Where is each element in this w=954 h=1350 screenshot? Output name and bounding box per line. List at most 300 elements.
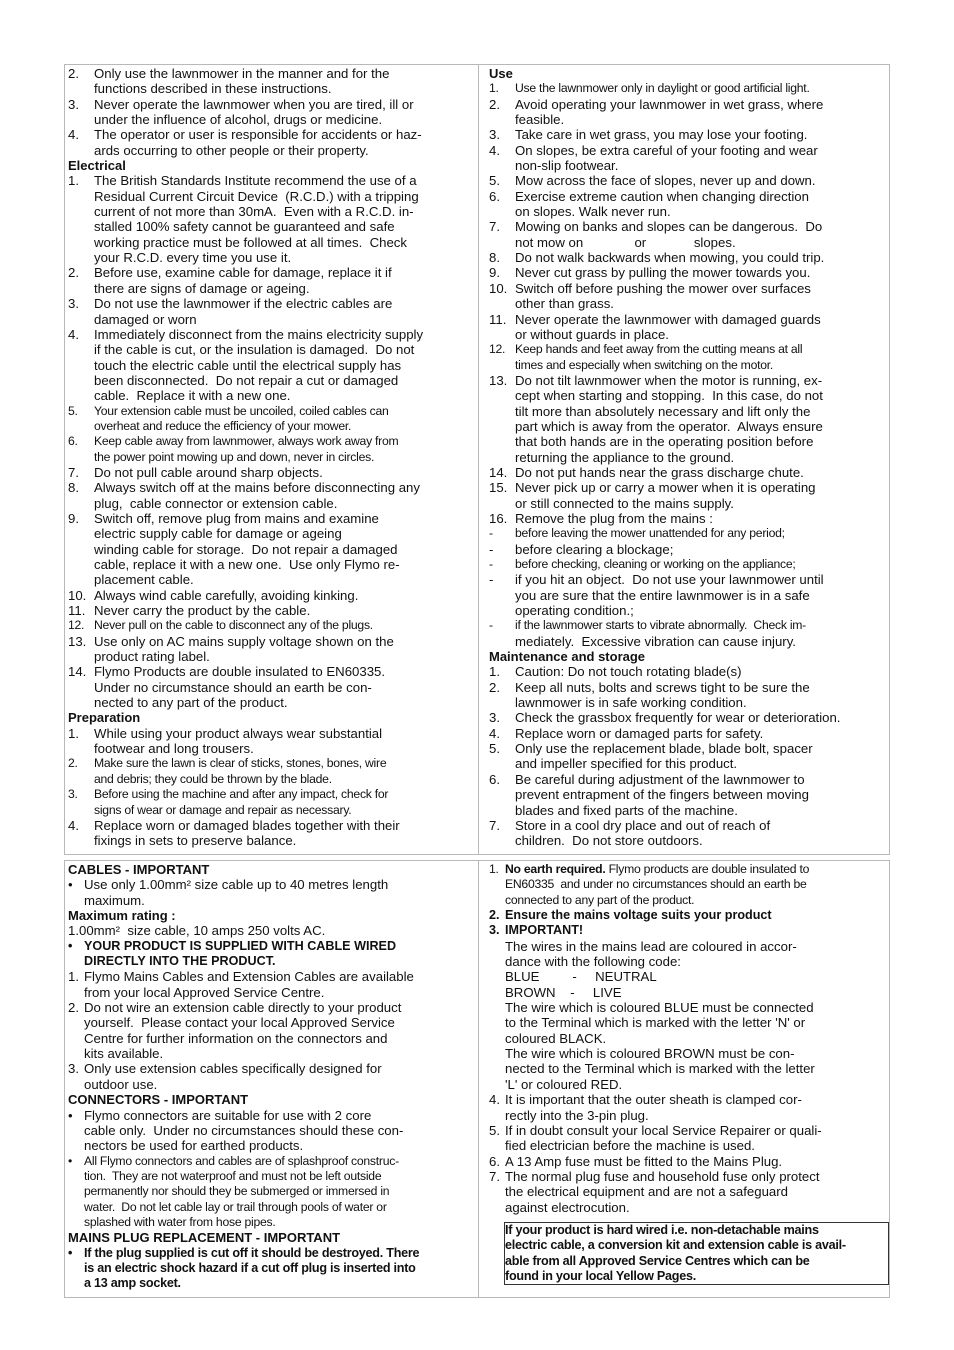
list-number: 10. <box>489 280 508 296</box>
list-number: 8. <box>489 250 500 266</box>
list-line <box>68 1246 468 1261</box>
list-number: 9. <box>489 265 500 281</box>
list-line <box>489 1077 887 1092</box>
list-text: IMPORTANT! <box>505 923 584 938</box>
list-text: YOUR PRODUCT IS SUPPLIED WITH CABLE WIRED <box>84 938 397 953</box>
list-text: Keep cable away from lawnmower, always work away from <box>94 434 399 449</box>
list-text: yourself. Please contact your local Approved Service <box>84 1015 395 1031</box>
list-text: fied electrician before the machine is used. <box>505 1138 755 1154</box>
section-heading: Electrical <box>68 158 126 174</box>
list-line <box>489 450 887 465</box>
list-line <box>489 818 887 833</box>
list-text: Use only 1.00mm² size cable up to 40 metres length <box>84 877 389 893</box>
list-line <box>68 772 468 787</box>
list-line <box>489 939 887 954</box>
list-text: Mow across the face of slopes, never up and down. <box>515 173 816 189</box>
list-line <box>489 81 887 96</box>
list-text: mediately. Excessive vibration can cause injury. <box>515 633 796 649</box>
list-line <box>489 542 887 557</box>
list-text: Use only on AC mains supply voltage shown on the <box>94 633 394 649</box>
list-line <box>68 235 468 250</box>
list-text: returning the appliance to the ground. <box>515 449 735 465</box>
list-text: is an electric shock hazard if a cut off plug is inserted into <box>84 1260 416 1275</box>
section-heading: Preparation <box>68 710 141 726</box>
list-line <box>68 1000 468 1015</box>
list-line <box>489 173 887 188</box>
list-text: from your local Approved Service Centre. <box>84 984 325 1000</box>
list-line <box>68 741 468 756</box>
list-text: your R.C.D. every time you use it. <box>94 250 292 266</box>
list-number: 10. <box>68 587 87 603</box>
list-line <box>68 893 468 908</box>
list-text: signs of wear or damage and repair as necessary. <box>94 802 352 817</box>
list-text: or without guards in place. <box>515 326 669 342</box>
list-text: Avoid operating your lawnmower in wet grass, where <box>515 96 824 112</box>
list-text: Mowing on banks and slopes can be dangerous. Do <box>515 219 823 235</box>
list-line <box>68 1108 468 1123</box>
list-line <box>489 235 887 250</box>
list-number: 1. <box>489 81 499 96</box>
list-line <box>489 1154 887 1169</box>
list-line <box>68 1046 468 1061</box>
list-text: fixings in sets to preserve balance. <box>94 833 297 849</box>
list-line <box>68 649 468 664</box>
list-number: • <box>68 1107 73 1123</box>
list-number: 9. <box>68 510 79 526</box>
list-line <box>489 557 887 572</box>
list-line <box>489 1200 887 1215</box>
list-text: prevent entrapment of the fingers between moving <box>515 787 809 803</box>
list-number: 2. <box>68 66 79 81</box>
list-line <box>68 1061 468 1076</box>
list-line <box>68 373 468 388</box>
list-line <box>489 281 887 296</box>
list-number: • <box>68 1245 73 1260</box>
list-text: The operator or user is responsible for accidents or haz- <box>94 127 422 143</box>
list-number: - <box>489 572 494 588</box>
list-text: Never cut grass by pulling the mower towards you. <box>515 265 811 281</box>
list-number: 6. <box>489 188 500 204</box>
list-text: operating condition.; <box>515 603 634 619</box>
list-line <box>68 112 468 127</box>
list-text: there are signs of damage or ageing. <box>94 280 310 296</box>
list-text: If the plug supplied is cut off it should be destroyed. There <box>84 1245 420 1260</box>
list-text: Do not wire an extension cable directly to your product <box>84 1000 402 1016</box>
list-line <box>489 327 887 342</box>
list-line <box>68 954 468 969</box>
list-number: - <box>489 526 493 541</box>
list-line <box>489 1138 887 1153</box>
list-line <box>68 985 468 1000</box>
list-line <box>68 312 468 327</box>
list-number: 13. <box>68 633 87 649</box>
list-text: Centre for further information on the connectors and <box>84 1030 388 1046</box>
list-number: 6. <box>489 771 500 787</box>
list-line <box>489 480 887 495</box>
list-text: All Flymo connectors and cables are of splashproof construc- <box>84 1153 399 1168</box>
list-text: Store in a cool dry place and out of reach of <box>515 817 771 833</box>
list-text: Do not walk backwards when mowing, you could trip. <box>515 250 825 266</box>
list-text: Do not put hands near the grass discharge chute. <box>515 464 804 480</box>
list-line <box>68 1200 468 1215</box>
list-line <box>489 1108 887 1123</box>
list-text: Use the lawnmower only in daylight or good artificial light. <box>515 81 810 96</box>
list-text: Your extension cable must be uncoiled, coiled cables can <box>94 403 389 418</box>
list-text: dance with the following code: <box>505 954 681 970</box>
list-number: 4. <box>489 725 500 741</box>
list-text <box>505 862 809 877</box>
list-line <box>68 1123 468 1138</box>
section-heading: Maximum rating : <box>68 908 176 924</box>
list-text: times and especially when switching on the motor. <box>515 357 774 372</box>
list-text: Only use extension cables specifically designed for <box>84 1061 382 1077</box>
list-line <box>489 112 887 127</box>
list-text: Do not use the lawnmower if the electric cables are <box>94 296 393 312</box>
list-line <box>489 189 887 204</box>
list-number: 14. <box>68 664 87 680</box>
list-line <box>68 419 468 434</box>
list-text: working practice must be followed at all times. Check <box>94 234 407 250</box>
list-line <box>489 588 887 603</box>
list-text: you are sure that the entire lawnmower is in a safe <box>515 587 810 603</box>
list-text: under the influence of alcohol, drugs or medicine. <box>94 112 383 128</box>
list-text: electric supply cable for damage or ageing <box>94 526 342 542</box>
list-text: Before using the machine and after any impact, check for <box>94 787 389 802</box>
list-text: If in doubt consult your local Service Repairer or quali- <box>505 1122 822 1138</box>
list-text: Before use, examine cable for damage, replace it if <box>94 265 392 281</box>
list-text: The British Standards Institute recommend the use of a <box>94 173 417 189</box>
list-text: been disconnected. Do not repair a cut or damaged <box>94 372 399 388</box>
list-number: 3. <box>489 710 500 726</box>
list-line <box>68 526 468 541</box>
list-line <box>489 496 887 511</box>
list-text: BROWN - LIVE <box>505 984 622 1000</box>
list-number: 7. <box>489 219 500 235</box>
list-line <box>68 358 468 373</box>
list-text: a 13 amp socket. <box>84 1276 181 1291</box>
list-text: feasible. <box>515 112 565 128</box>
list-text: rectly into the 3-pin plug. <box>505 1107 649 1123</box>
list-line <box>489 803 887 818</box>
list-line <box>489 358 887 373</box>
list-line <box>68 81 468 96</box>
list-text: nected to any part of the product. <box>94 695 288 711</box>
list-text: nected to the Terminal which is marked with the letter <box>505 1061 815 1077</box>
list-line <box>68 465 468 480</box>
list-line <box>68 327 468 342</box>
list-text: Do not pull cable around sharp objects. <box>94 464 323 480</box>
list-number: 2. <box>68 756 78 771</box>
list-line <box>68 1031 468 1046</box>
list-text: Switch off, remove plug from mains and examine <box>94 510 379 526</box>
list-text: Never operate the lawnmower when you are tired, ill or <box>94 96 414 112</box>
list-line <box>489 434 887 449</box>
list-text: Flymo Products are double insulated to EN60335. <box>94 664 386 680</box>
list-number: 4. <box>68 326 79 342</box>
list-text: Replace worn or damaged parts for safety. <box>515 725 764 741</box>
list-text: product rating label. <box>94 649 210 665</box>
list-number: 1. <box>489 862 499 876</box>
bold-lead: No earth required. <box>505 862 606 876</box>
list-text: blades and fixed parts of the machine. <box>515 802 738 818</box>
list-text: before checking, cleaning or working on the appliance; <box>515 557 796 571</box>
list-line <box>489 741 887 756</box>
list-line <box>489 526 887 541</box>
list-line <box>68 265 468 280</box>
list-line <box>68 695 468 710</box>
list-text: before leaving the mower unattended for any period; <box>515 526 785 541</box>
list-line <box>68 173 468 188</box>
list-text: non-slip footwear. <box>515 158 619 174</box>
list-number: 4. <box>68 817 79 833</box>
list-number: 2. <box>489 679 500 695</box>
list-line <box>489 265 887 280</box>
list-line <box>489 97 887 112</box>
list-text: cable, replace it with a new one. Use only Flymo re- <box>94 557 400 572</box>
note-line: found in your local Yellow Pages. <box>505 1269 696 1284</box>
list-text: Never operate the lawnmower with damaged guards <box>515 311 821 327</box>
list-text: lawnmower is in safe working condition. <box>515 695 747 711</box>
list-text: and debris; they could be thrown by the blade. <box>94 771 332 786</box>
list-line <box>489 342 887 357</box>
list-line <box>489 695 887 710</box>
list-text: Flymo connectors are suitable for use with 2 core <box>84 1107 372 1123</box>
list-line <box>68 803 468 818</box>
list-line <box>68 923 468 938</box>
list-text: Remove the plug from the mains : <box>515 510 713 526</box>
list-line <box>68 342 468 357</box>
list-line <box>489 219 887 234</box>
list-line <box>68 1015 468 1030</box>
list-line <box>68 404 468 419</box>
list-text: stalled 100% safety cannot be guaranteed and safe <box>94 219 395 235</box>
list-line <box>68 434 468 449</box>
list-line <box>68 219 468 234</box>
list-text: cable only. Under no circumstances should these con- <box>84 1122 404 1138</box>
list-line <box>489 710 887 725</box>
list-text: tilt more than absolutely necessary and lift only the <box>515 403 811 419</box>
list-number: 4. <box>489 1092 500 1108</box>
section-heading: Maintenance and storage <box>489 649 646 665</box>
list-text: Exercise extreme caution when changing direction <box>515 188 809 204</box>
list-line <box>489 1092 887 1107</box>
list-text-rest: Flymo products are double insulated to <box>605 862 810 876</box>
list-text: Do not tilt lawnmower when the motor is running, ex- <box>515 372 823 388</box>
list-number: 1. <box>489 664 500 680</box>
list-text: or still connected to the mains supply. <box>515 495 734 511</box>
column-left-cables-connectors <box>68 861 468 1292</box>
list-text: placement cable. <box>94 572 194 588</box>
list-text: Ensure the mains voltage suits your product <box>505 908 772 923</box>
list-text: 'L' or coloured RED. <box>505 1076 623 1092</box>
list-line <box>489 1123 887 1138</box>
list-line <box>489 1031 887 1046</box>
section-heading: Use <box>489 66 513 81</box>
column-right-mains-plug <box>489 861 887 1284</box>
list-line <box>68 189 468 204</box>
list-text: overheat and reduce the efficiency of your mower. <box>94 418 352 433</box>
list-text: if the lawnmower starts to vibrate abnormally. Check im- <box>515 618 806 633</box>
list-line <box>68 496 468 511</box>
list-line <box>489 985 887 1000</box>
list-line <box>489 250 887 265</box>
list-line <box>489 1169 887 1184</box>
list-line <box>68 969 468 984</box>
list-line <box>68 281 468 296</box>
list-number: 3. <box>489 923 500 938</box>
list-line <box>68 542 468 557</box>
list-text: Flymo Mains Cables and Extension Cables are available <box>84 969 414 985</box>
list-text: maximum. <box>84 892 145 908</box>
list-line <box>68 877 468 892</box>
list-text: other than grass. <box>515 296 614 312</box>
list-text: The wire which is coloured BLUE must be connected <box>505 1000 814 1016</box>
list-line <box>489 664 887 679</box>
list-line <box>68 1261 468 1276</box>
list-line <box>489 1015 887 1030</box>
list-number: 13. <box>489 372 508 388</box>
list-text: Residual Current Circuit Device (R.C.D.) with a tripping <box>94 188 419 204</box>
list-number: 3. <box>68 96 79 112</box>
list-number: - <box>489 618 493 633</box>
list-number: 7. <box>489 1168 500 1184</box>
list-line <box>68 296 468 311</box>
list-text: On slopes, be extra careful of your footing and wear <box>515 142 818 158</box>
list-number: 7. <box>489 817 500 833</box>
hard-wired-note-box <box>504 1222 889 1285</box>
list-line <box>68 143 468 158</box>
list-text: A 13 Amp fuse must be fitted to the Mains Plug. <box>505 1153 783 1169</box>
list-line <box>68 388 468 403</box>
list-text: Never pick up or carry a mower when it is operating <box>515 480 816 496</box>
list-text: 1.00mm² size cable, 10 amps 250 volts AC. <box>68 923 326 939</box>
list-text: BLUE - NEUTRAL <box>505 969 657 985</box>
list-text: coloured BLACK. <box>505 1030 607 1046</box>
list-text: children. Do not store outdoors. <box>515 833 703 849</box>
list-number: - <box>489 541 494 557</box>
list-text: tion. They are not waterproof and must not be left outside <box>84 1168 382 1183</box>
list-text: Make sure the lawn is clear of sticks, stones, bones, wire <box>94 756 387 771</box>
list-line <box>68 939 468 954</box>
note-line: If your product is hard wired i.e. non-detachable mains <box>505 1223 819 1237</box>
list-number: 12. <box>68 618 85 633</box>
list-text: Immediately disconnect from the mains electricity supply <box>94 326 424 342</box>
list-text: cable. Replace it with a new one. <box>94 388 291 404</box>
list-text: The normal plug fuse and household fuse only protect <box>505 1168 820 1184</box>
list-number: 2. <box>489 96 500 112</box>
list-text: EN60335 and under no circumstances should an earth be <box>505 877 807 892</box>
list-line <box>489 572 887 587</box>
list-number: 11. <box>489 311 507 327</box>
list-number: • <box>68 877 73 893</box>
column-divider <box>478 65 479 854</box>
list-text: DIRECTLY INTO THE PRODUCT. <box>84 954 276 969</box>
list-line <box>489 833 887 848</box>
list-line <box>68 618 468 633</box>
list-line <box>489 954 887 969</box>
list-text: touch the electric cable until the electrical supply has <box>94 357 402 373</box>
list-number: 5. <box>489 741 500 757</box>
safety-panel-bottom <box>64 860 890 1298</box>
list-line <box>68 1276 468 1291</box>
list-number: 5. <box>68 403 78 418</box>
list-text: damaged or worn <box>94 311 197 327</box>
list-line <box>489 1046 887 1061</box>
list-line <box>68 1184 468 1199</box>
list-text: if you hit an object. Do not use your lawnmower until <box>515 572 824 588</box>
list-line <box>68 664 468 679</box>
list-text: plug, cable connector or extension cable. <box>94 495 338 511</box>
list-text: on slopes. Walk never run. <box>515 204 671 220</box>
list-number: 2. <box>489 908 500 923</box>
list-text: current of not more than 30mA. Even with a R.C.D. in- <box>94 204 414 220</box>
list-line <box>489 772 887 787</box>
list-line <box>68 480 468 495</box>
list-line <box>489 312 887 327</box>
list-text: before clearing a blockage; <box>515 541 674 557</box>
list-number: 11. <box>68 603 86 619</box>
list-number: 1. <box>68 969 79 985</box>
list-line <box>68 1077 468 1092</box>
list-text: The wire which is coloured BROWN must be con- <box>505 1046 795 1062</box>
list-line <box>489 603 887 618</box>
list-text: Always switch off at the mains before disconnecting any <box>94 480 420 496</box>
list-line <box>489 862 887 877</box>
list-text: outdoor use. <box>84 1076 158 1092</box>
list-number: 6. <box>68 434 78 449</box>
list-line <box>489 404 887 419</box>
list-number: • <box>68 1153 73 1168</box>
list-number: 4. <box>489 142 500 158</box>
list-number: - <box>489 557 493 571</box>
list-text: to the Terminal which is marked with the letter 'N' or <box>505 1015 806 1031</box>
list-line <box>489 204 887 219</box>
list-number: 3. <box>68 296 79 312</box>
list-text: part which is away from the operator. Always ensure <box>515 418 823 434</box>
list-line <box>68 1169 468 1184</box>
list-line <box>68 1138 468 1153</box>
list-text: the electrical equipment and are not a safeguard <box>505 1184 788 1200</box>
list-line <box>489 143 887 158</box>
list-line <box>489 419 887 434</box>
list-line <box>489 158 887 173</box>
list-text: Never pull on the cable to disconnect any of the plugs. <box>94 618 373 633</box>
list-text: Only use the replacement blade, blade bolt, spacer <box>515 741 813 757</box>
list-line <box>68 603 468 618</box>
list-line <box>68 833 468 848</box>
list-line <box>68 680 468 695</box>
list-line <box>489 756 887 771</box>
list-text: Switch off before pushing the mower over surfaces <box>515 280 811 296</box>
list-line <box>68 557 468 572</box>
note-line: able from all Approved Service Centres which can be <box>505 1253 810 1268</box>
list-text: and impeller specified for this product. <box>515 756 738 772</box>
list-line <box>489 465 887 480</box>
list-text: footwear and long trousers. <box>94 741 254 757</box>
list-line <box>489 618 887 633</box>
list-number: 2. <box>68 265 79 281</box>
list-line <box>68 818 468 833</box>
list-text: Under no circumstance should an earth be con- <box>94 679 372 695</box>
list-number: 2. <box>68 1000 79 1016</box>
list-text: permanently nor should they be submerged or immersed in <box>84 1184 390 1199</box>
list-number: 7. <box>68 464 79 480</box>
list-line <box>489 908 887 923</box>
list-line <box>489 726 887 741</box>
column-right-use-maintenance <box>489 65 887 849</box>
list-line <box>68 66 468 81</box>
list-line <box>68 1215 468 1230</box>
